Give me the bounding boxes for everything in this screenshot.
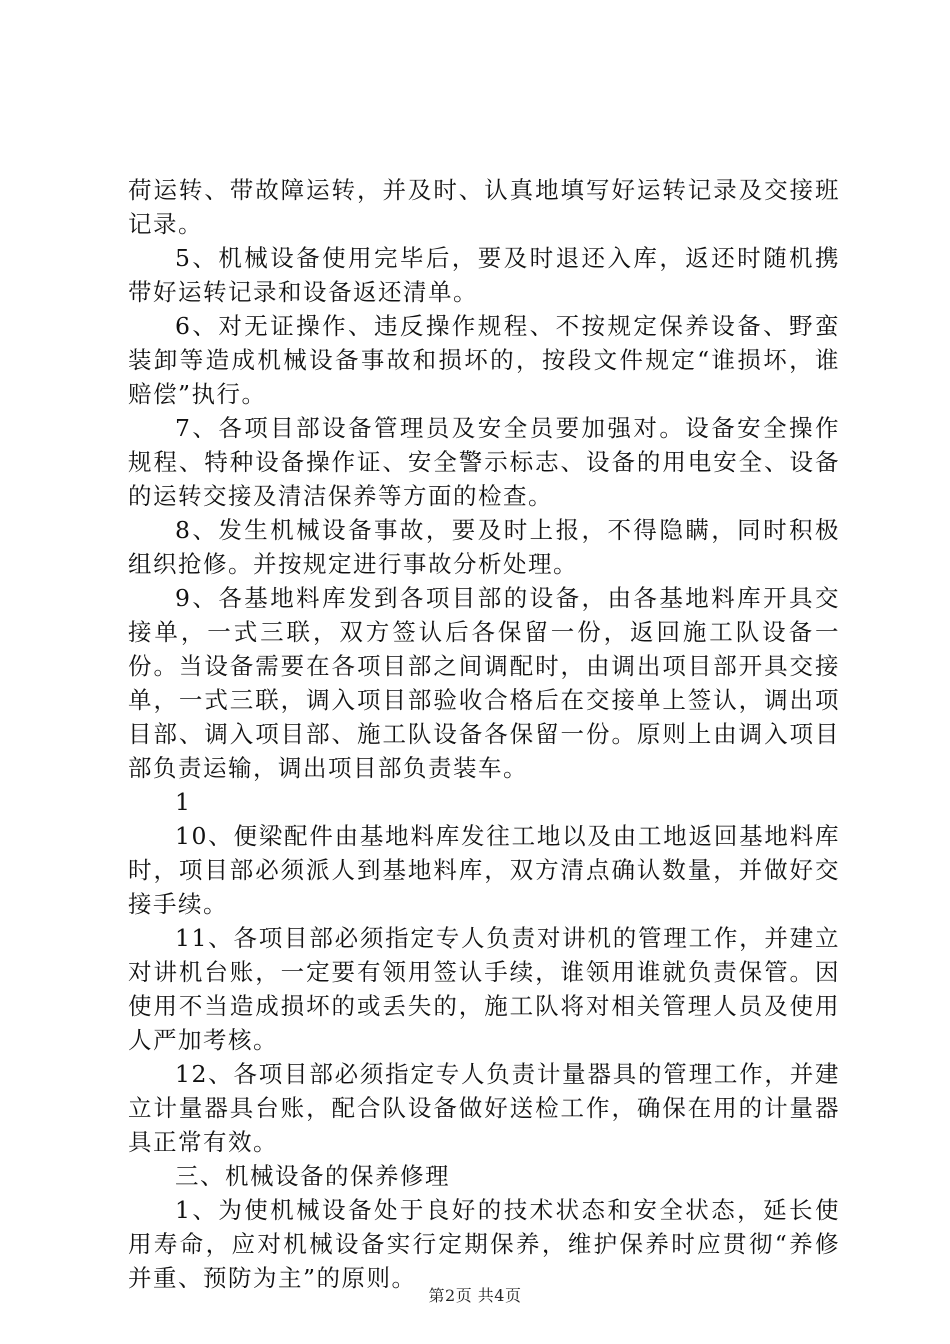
paragraph-5: 8、发生机械设备事故，要及时上报，不得隐瞒，同时积极组织抢修。并按规定进行事故分析处理。: [128, 516, 840, 578]
paragraph-3: 6、对无证操作、违反操作规程、不按规定保养设备、野蛮装卸等造成机械设备事故和损坏的，按段文件规定“谁损坏，谁赔偿”执行。: [128, 312, 840, 408]
document-body: [128, 173, 840, 1295]
page-footer: 第2页 共4页: [428, 1286, 522, 1305]
paragraph-10: 1、为使机械设备处于良好的技术状态和安全状态，延长使用寿命，应对机械设备实行定期保养，维护保养时应贯彻“养修并重、预防为主”的原则。: [128, 1196, 840, 1292]
section-heading: 三、机械设备的保养修理: [175, 1162, 450, 1190]
paragraph-7: 10、便梁配件由基地料库发往工地以及由工地返回基地料库时，项目部必须派人到基地料库，双方清点确认数量，并做好交接手续。: [128, 822, 840, 918]
paragraph-1: 荷运转、带故障运转，并及时、认真地填写好运转记录及交接班记录。: [128, 176, 840, 238]
paragraph-4: 7、各项目部设备管理员及安全员要加强对。设备安全操作规程、特种设备操作证、安全警示标志、设备的用电安全、设备的运转交接及清洁保养等方面的检查。: [128, 414, 840, 510]
stray-page-number: 1: [175, 788, 192, 816]
paragraph-8: 11、各项目部必须指定专人负责对讲机的管理工作，并建立对讲机台账，一定要有领用签认手续，谁领用谁就负责保管。因使用不当造成损坏的或丢失的，施工队将对相关管理人员及使用人严加考核。: [128, 924, 840, 1054]
paragraph-6: 9、各基地料库发到各项目部的设备，由各基地料库开具交接单，一式三联，双方签认后各保留一份，返回施工队设备一份。当设备需要在各项目部之间调配时，由调出项目部开具交接单，一式三联，调入项目部验收合格后在交接单上签认，调出项目部、调入项目部、施工队设备各保留一份。原则上由调入项目部负责运输，调出项目部负责装车。: [128, 584, 840, 782]
paragraph-2: 5、机械设备使用完毕后，要及时退还入库，返还时随机携带好运转记录和设备返还清单。: [128, 244, 840, 306]
paragraph-9: 12、各项目部必须指定专人负责计量器具的管理工作，并建立计量器具台账，配合队设备做好送检工作，确保在用的计量器具正常有效。: [128, 1060, 840, 1156]
